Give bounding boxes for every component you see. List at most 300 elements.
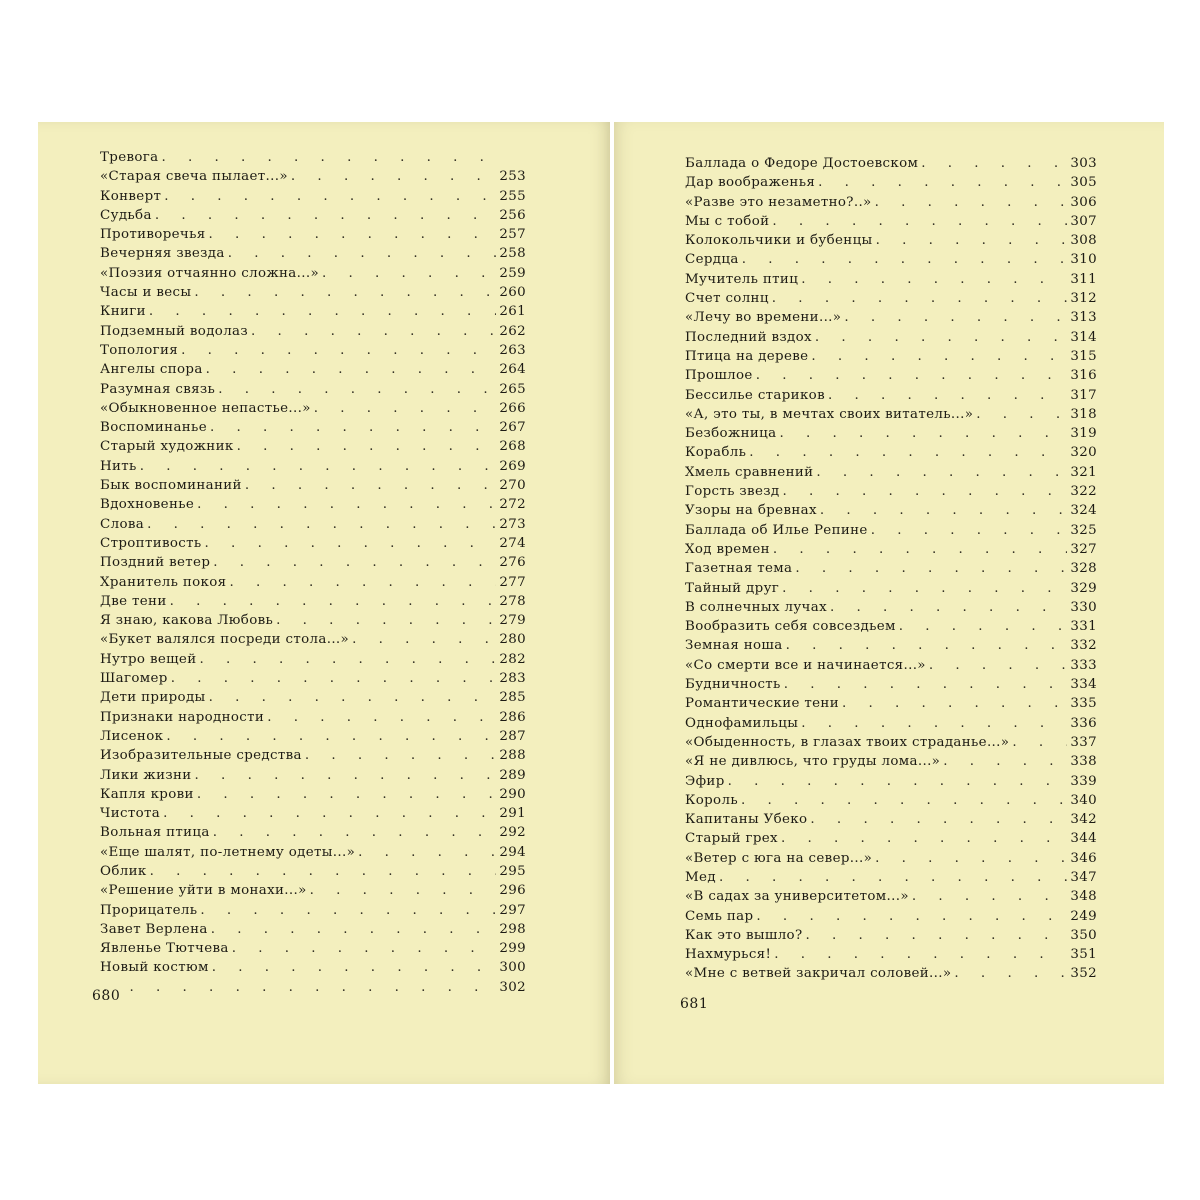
toc-entry xyxy=(685,521,1097,540)
toc-entry-title: «А, это ты, в мечтах своих витатель...» xyxy=(685,406,974,422)
dot-leader xyxy=(728,772,1068,791)
toc-entry-page: 331 xyxy=(1070,619,1097,635)
dot-leader xyxy=(876,231,1068,250)
dot-leader xyxy=(774,945,1067,964)
toc-entry-page: 286 xyxy=(499,709,526,725)
toc-entry-page: 329 xyxy=(1070,580,1097,596)
toc-entry-title: Книги xyxy=(100,304,146,320)
toc-entry-page: 260 xyxy=(499,285,526,301)
dot-leader xyxy=(756,907,1067,926)
toc-entry-page: 258 xyxy=(499,246,526,262)
toc-entry-page: 291 xyxy=(499,806,526,822)
toc-entry xyxy=(685,443,1097,462)
toc-entry-title: Ангелы спора xyxy=(100,362,203,378)
toc-entry xyxy=(685,424,1097,443)
toc-entry xyxy=(100,881,526,900)
toc-list-right xyxy=(685,154,1097,984)
toc-entry-title: Корабль xyxy=(685,445,747,461)
dot-leader xyxy=(358,843,496,862)
dot-leader xyxy=(211,920,497,939)
toc-entry-title: Чистота xyxy=(100,806,161,822)
dot-leader xyxy=(816,463,1067,482)
toc-entry-page: 295 xyxy=(499,863,526,879)
dot-leader xyxy=(801,270,1067,289)
toc-entry xyxy=(100,418,526,437)
toc-entry xyxy=(100,708,526,727)
toc-entry xyxy=(685,328,1097,347)
toc-entry xyxy=(685,714,1097,733)
dot-leader xyxy=(276,611,496,630)
dot-leader xyxy=(205,534,497,553)
toc-entry-title: Бессилье стариков xyxy=(685,387,825,403)
toc-entry-title: Капитаны Убеко xyxy=(685,812,808,828)
toc-entry-title: Колокольчики и бубенцы xyxy=(685,233,873,249)
toc-entry-title: Слова xyxy=(100,516,145,532)
toc-entry-page: 287 xyxy=(499,728,526,744)
dot-leader xyxy=(875,193,1068,212)
toc-entry xyxy=(685,752,1097,771)
toc-entry xyxy=(100,939,526,958)
toc-entry-page: 269 xyxy=(499,458,526,474)
toc-entry-page: 319 xyxy=(1070,426,1097,442)
dot-leader xyxy=(209,225,497,244)
dot-leader xyxy=(251,322,496,341)
toc-entry-title: Шагомер xyxy=(100,671,168,687)
toc-entry-title: Воспоминанье xyxy=(100,420,207,436)
toc-entry xyxy=(685,772,1097,791)
toc-entry xyxy=(100,553,526,572)
toc-entry-title: Судьба xyxy=(100,207,152,223)
toc-entry-title: Капля крови xyxy=(100,786,194,802)
dot-leader xyxy=(166,727,496,746)
toc-entry xyxy=(100,283,526,302)
dot-leader xyxy=(171,669,497,688)
toc-entry xyxy=(685,849,1097,868)
toc-entry xyxy=(100,495,526,514)
toc-entry-page: 300 xyxy=(499,960,526,976)
toc-entry-page: 303 xyxy=(1070,156,1097,171)
toc-entry-page: 308 xyxy=(1070,233,1097,249)
dot-leader xyxy=(749,443,1067,462)
dot-leader xyxy=(899,617,1068,636)
toc-entry-title: Вольная птица xyxy=(100,825,210,841)
toc-entry-page: 318 xyxy=(1070,406,1097,422)
dot-leader xyxy=(779,424,1067,443)
toc-entry xyxy=(685,366,1097,385)
toc-entry xyxy=(685,945,1097,964)
toc-entry-title: Нахмурься! xyxy=(685,947,772,963)
dot-leader xyxy=(322,264,496,283)
toc-entry-page: 266 xyxy=(499,400,526,416)
toc-entry-page: 273 xyxy=(499,516,526,532)
toc-entry-title: «Обыденность, в глазах твоих страданье...» xyxy=(685,734,1010,750)
toc-entry-title: Конверт xyxy=(100,188,162,204)
toc-entry-page: 314 xyxy=(1070,329,1097,345)
toc-entry-title: Вечерняя звезда xyxy=(100,246,225,262)
dot-leader xyxy=(806,926,1068,945)
toc-entry-title: «Поэзия отчаянно сложна...» xyxy=(100,265,319,281)
dot-leader xyxy=(352,630,496,649)
toc-entry-page: 335 xyxy=(1070,696,1097,712)
toc-entry-title: Новый костюм xyxy=(100,960,209,976)
toc-entry xyxy=(100,206,526,225)
toc-entry-title: Последний вздох xyxy=(685,329,812,345)
toc-entry xyxy=(685,694,1097,713)
toc-entry-title: Явленье Тютчева xyxy=(100,941,229,957)
toc-entry-page: 274 xyxy=(499,535,526,551)
toc-entry xyxy=(685,540,1097,559)
toc-entry-title: «Обыкновенное непастье...» xyxy=(100,400,311,416)
dot-leader xyxy=(200,901,496,920)
dot-leader xyxy=(782,482,1067,501)
dot-leader xyxy=(149,302,496,321)
toc-entry xyxy=(100,380,526,399)
page-number-right: 681 xyxy=(680,996,709,1012)
toc-entry xyxy=(100,688,526,707)
toc-entry xyxy=(685,463,1097,482)
toc-entry-page: 313 xyxy=(1070,310,1097,326)
toc-entry-page: 310 xyxy=(1070,252,1097,268)
dot-leader xyxy=(314,399,497,418)
toc-entry xyxy=(100,187,526,206)
toc-entry xyxy=(685,579,1097,598)
toc-entry xyxy=(100,823,526,842)
dot-leader xyxy=(828,386,1067,405)
toc-entry-title: Тревога xyxy=(100,150,159,165)
toc-entry-title: «Решение уйти в монахи...» xyxy=(100,883,307,899)
toc-entry-page: 264 xyxy=(499,362,526,378)
dot-leader xyxy=(155,206,497,225)
toc-entry-page: 259 xyxy=(499,265,526,281)
toc-entry-title: Прорицатель xyxy=(100,902,198,918)
toc-entry-page: 265 xyxy=(499,381,526,397)
toc-entry-title: Баллада о Федоре Достоевском xyxy=(685,156,919,171)
dot-leader xyxy=(140,457,497,476)
dot-leader xyxy=(912,887,1068,906)
toc-entry-title: Однофамильцы xyxy=(685,715,799,731)
toc-entry xyxy=(100,766,526,785)
dot-leader xyxy=(195,766,497,785)
toc-entry xyxy=(100,901,526,920)
dot-leader xyxy=(871,521,1068,540)
toc-entry xyxy=(100,843,526,862)
toc-entry-page: 261 xyxy=(499,304,526,320)
dot-leader xyxy=(782,579,1067,598)
dot-leader xyxy=(741,791,1067,810)
toc-entry-page: 279 xyxy=(499,613,526,629)
dot-leader xyxy=(820,501,1068,520)
toc-entry xyxy=(685,675,1097,694)
toc-entry xyxy=(685,386,1097,405)
toc-entry-page: 340 xyxy=(1070,792,1097,808)
toc-entry xyxy=(100,862,526,881)
toc-entry-page: 333 xyxy=(1070,657,1097,673)
toc-entry xyxy=(100,437,526,456)
dot-leader xyxy=(194,283,496,302)
toc-entry xyxy=(685,193,1097,212)
toc-entry-title: Узоры на бревнах xyxy=(685,503,817,519)
dot-leader xyxy=(844,308,1067,327)
toc-entry-title: Старый художник xyxy=(100,439,234,455)
toc-entry xyxy=(100,573,526,592)
dot-leader xyxy=(213,553,496,572)
toc-entry-page: 347 xyxy=(1070,869,1097,885)
toc-entry-page: 338 xyxy=(1070,754,1097,770)
toc-entry xyxy=(685,482,1097,501)
toc-entry-page: 312 xyxy=(1070,291,1097,307)
toc-entry-page: 257 xyxy=(499,227,526,243)
dot-leader xyxy=(103,978,496,997)
toc-entry-title: Безбожница xyxy=(685,426,777,442)
toc-entry-title: «Букет валялся посреди стола...» xyxy=(100,632,350,648)
toc-entry-page: 255 xyxy=(499,188,526,204)
toc-entry xyxy=(685,636,1097,655)
toc-entry xyxy=(100,244,526,263)
dot-leader xyxy=(197,785,497,804)
toc-entry-page: 336 xyxy=(1070,715,1097,731)
dot-leader xyxy=(976,405,1067,424)
toc-entry xyxy=(100,611,526,630)
dot-leader xyxy=(209,688,497,707)
toc-entry xyxy=(100,302,526,321)
dot-leader xyxy=(170,592,497,611)
toc-entry xyxy=(100,746,526,765)
dot-leader xyxy=(305,746,497,765)
toc-entry-title: Хранитель покоя xyxy=(100,574,227,590)
toc-entry-title: Разумная связь xyxy=(100,381,216,397)
toc-entry-page: 298 xyxy=(499,921,526,937)
dot-leader xyxy=(197,495,496,514)
toc-entry-title: Изобразительные средства xyxy=(100,748,302,764)
toc-entry-title: Счет солнц xyxy=(685,291,769,307)
toc-entry-title: «Разве это незаметно?..» xyxy=(685,194,872,210)
toc-entry-title: Лики жизни xyxy=(100,767,192,783)
toc-entry xyxy=(100,167,526,186)
dot-leader xyxy=(210,418,496,437)
toc-entry-title: В солнечных лучах xyxy=(685,599,827,615)
dot-leader xyxy=(929,656,1068,675)
toc-entry-title: Дети природы xyxy=(100,690,206,706)
dot-leader xyxy=(772,212,1067,231)
dot-leader xyxy=(181,341,496,360)
toc-entry xyxy=(100,264,526,283)
toc-entry xyxy=(685,231,1097,250)
toc-entry-title: Хмель сравнений xyxy=(685,464,814,480)
toc-entry-page: 292 xyxy=(499,825,526,841)
dot-leader xyxy=(218,380,496,399)
dot-leader xyxy=(818,173,1067,192)
toc-entry xyxy=(685,964,1097,983)
toc-entry-title: «В садах за университетом...» xyxy=(685,889,909,905)
toc-entry xyxy=(685,617,1097,636)
toc-entry-title: Нить xyxy=(100,458,137,474)
dot-leader xyxy=(161,148,497,167)
toc-entry-page: 256 xyxy=(499,207,526,223)
toc-entry-title: Баллада об Илье Репине xyxy=(685,522,868,538)
toc-entry xyxy=(100,457,526,476)
dot-leader xyxy=(229,573,496,592)
page-number-left: 680 xyxy=(92,988,121,1004)
toc-entry-page: 288 xyxy=(499,748,526,764)
toc-entry xyxy=(685,926,1097,945)
right-page xyxy=(614,122,1164,1084)
dot-leader xyxy=(212,958,497,977)
toc-entry-page: 311 xyxy=(1070,271,1097,287)
toc-entry xyxy=(685,173,1097,192)
dot-leader xyxy=(742,250,1068,269)
toc-entry xyxy=(100,322,526,341)
toc-entry xyxy=(100,650,526,669)
toc-entry-page: 320 xyxy=(1070,445,1097,461)
toc-entry-title: Как это вышло? xyxy=(685,927,803,943)
toc-entry xyxy=(685,212,1097,231)
toc-entry-page: 306 xyxy=(1070,194,1097,210)
toc-entry xyxy=(100,727,526,746)
toc-entry xyxy=(685,501,1097,520)
toc-entry xyxy=(685,733,1097,752)
toc-entry-title: Я знаю, какова Любовь xyxy=(100,613,274,629)
toc-entry xyxy=(685,289,1097,308)
toc-entry-page: 267 xyxy=(499,420,526,436)
toc-entry xyxy=(100,341,526,360)
toc-entry-page: 316 xyxy=(1070,368,1097,384)
toc-entry-page: 262 xyxy=(499,323,526,339)
toc-entry-page: 352 xyxy=(1070,966,1097,982)
toc-entry-page: 328 xyxy=(1070,561,1097,577)
toc-entry-page: 268 xyxy=(499,439,526,455)
toc-entry-page: 297 xyxy=(499,902,526,918)
dot-leader xyxy=(943,752,1067,771)
toc-entry-page: 332 xyxy=(1070,638,1097,654)
toc-entry xyxy=(100,958,526,977)
toc-entry-page: 278 xyxy=(499,593,526,609)
toc-entry-title: Ход времен xyxy=(685,541,770,557)
toc-entry-page: 307 xyxy=(1070,213,1097,229)
dot-leader xyxy=(213,823,497,842)
toc-entry-page: 302 xyxy=(499,979,526,995)
left-page xyxy=(38,122,610,1084)
toc-entry-title: Строптивость xyxy=(100,535,202,551)
dot-leader xyxy=(954,964,1067,983)
toc-entry-page: 348 xyxy=(1070,889,1097,905)
toc-entry xyxy=(100,515,526,534)
toc-entry xyxy=(685,810,1097,829)
toc-entry-page: 346 xyxy=(1070,850,1097,866)
dot-leader xyxy=(163,804,496,823)
toc-entry xyxy=(100,920,526,939)
toc-entry-page: 283 xyxy=(499,671,526,687)
dot-leader xyxy=(795,559,1067,578)
toc-entry-page: 296 xyxy=(499,883,526,899)
toc-entry xyxy=(100,785,526,804)
dot-leader xyxy=(237,437,497,456)
dot-leader xyxy=(310,881,497,900)
toc-entry xyxy=(100,225,526,244)
toc-entry-page: 263 xyxy=(499,342,526,358)
toc-entry-title: Вообразить себя совсездьем xyxy=(685,619,896,635)
toc-entry-page: 339 xyxy=(1070,773,1097,789)
toc-entry-page: 342 xyxy=(1070,812,1097,828)
toc-entry-title: «Со смерти все и начинается...» xyxy=(685,657,926,673)
toc-entry xyxy=(100,804,526,823)
dot-leader xyxy=(291,167,496,186)
toc-entry-page: 289 xyxy=(499,767,526,783)
toc-entry xyxy=(685,270,1097,289)
toc-entry-page: 253 xyxy=(499,169,526,185)
toc-entry-page: 322 xyxy=(1070,484,1097,500)
dot-leader xyxy=(232,939,497,958)
toc-entry-title: Подземный водолаз xyxy=(100,323,249,339)
dot-leader xyxy=(199,650,496,669)
toc-entry-title: «Еще шалят, по-летнему одеты...» xyxy=(100,844,356,860)
toc-entry-title: Горсть звезд xyxy=(685,484,780,500)
toc-entry-title: Мы с тобой xyxy=(685,213,770,229)
toc-entry-title: Дар воображенья xyxy=(685,175,816,191)
toc-entry-page: 315 xyxy=(1070,348,1097,364)
toc-entry-title: «Лечу во времени...» xyxy=(685,310,842,326)
toc-entry xyxy=(100,534,526,553)
toc-entry-title: «Мне с ветвей закричал соловей...» xyxy=(685,966,952,982)
toc-entry xyxy=(685,598,1097,617)
toc-entry-title: Признаки народности xyxy=(100,709,265,725)
toc-entry-title: Бык воспоминаний xyxy=(100,478,242,494)
toc-entry xyxy=(685,154,1097,173)
toc-entry-title: Романтические тени xyxy=(685,696,839,712)
toc-entry-title: «Старая свеча пылает...» xyxy=(100,169,288,185)
dot-leader xyxy=(811,347,1067,366)
toc-entry-title: Мед xyxy=(685,869,716,885)
toc-entry xyxy=(100,148,526,167)
dot-leader xyxy=(781,829,1067,848)
toc-entry xyxy=(100,630,526,649)
toc-entry-page: 290 xyxy=(499,786,526,802)
toc-entry-page: 272 xyxy=(499,497,526,513)
toc-entry-title: Лисенок xyxy=(100,728,164,744)
dot-leader xyxy=(206,360,497,379)
dot-leader xyxy=(875,849,1067,868)
toc-entry xyxy=(685,791,1097,810)
toc-entry-title: Поздний ветер xyxy=(100,555,211,571)
toc-entry-title: Завет Верлена xyxy=(100,921,208,937)
toc-entry-title: Король xyxy=(685,792,738,808)
dot-leader xyxy=(815,328,1067,347)
toc-entry xyxy=(685,250,1097,269)
toc-entry xyxy=(685,405,1097,424)
dot-leader xyxy=(228,244,497,263)
toc-entry-title: «Ветер с юга на север...» xyxy=(685,850,873,866)
toc-entry xyxy=(100,592,526,611)
toc-entry-title: Эфир xyxy=(685,773,725,789)
toc-entry-page: 277 xyxy=(499,574,526,590)
toc-entry-page: 337 xyxy=(1070,734,1097,750)
toc-entry xyxy=(100,978,526,997)
toc-entry-page: 350 xyxy=(1070,927,1097,943)
toc-entry-page: 280 xyxy=(499,632,526,648)
toc-entry-page: 330 xyxy=(1070,599,1097,615)
toc-entry-title: Тайный друг xyxy=(685,580,780,596)
toc-entry-page: 276 xyxy=(499,555,526,571)
toc-entry xyxy=(685,308,1097,327)
toc-entry-page: 324 xyxy=(1070,503,1097,519)
toc-entry xyxy=(685,559,1097,578)
dot-leader xyxy=(772,289,1068,308)
toc-entry xyxy=(685,868,1097,887)
toc-entry-page: 299 xyxy=(499,941,526,957)
toc-entry-title: Облик xyxy=(100,863,147,879)
toc-entry-title: Противоречья xyxy=(100,227,206,243)
toc-entry-title: Будничность xyxy=(685,677,781,693)
toc-entry-page: 294 xyxy=(499,844,526,860)
